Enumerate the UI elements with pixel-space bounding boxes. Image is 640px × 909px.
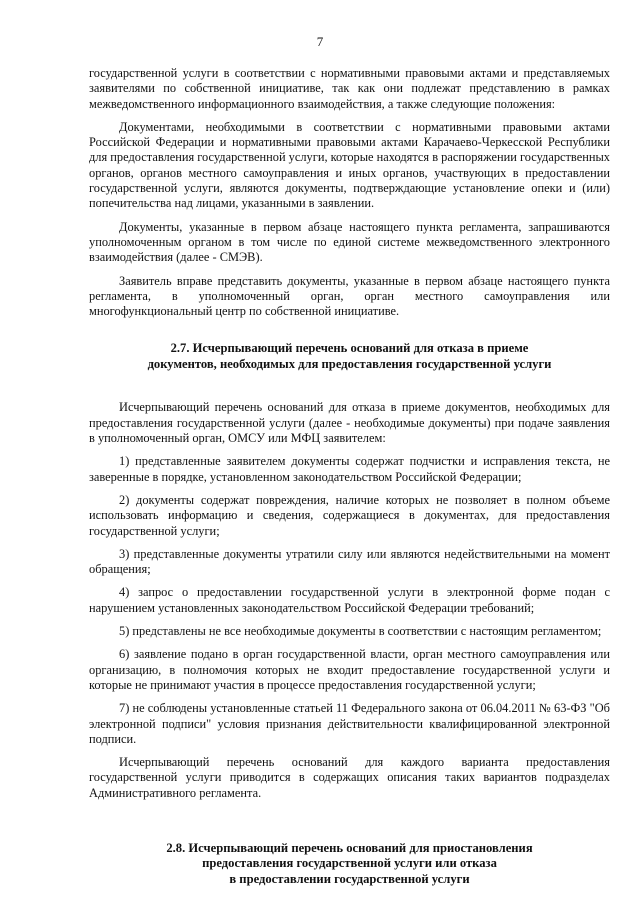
page-number: 7	[316, 34, 324, 49]
section-heading-2-8	[89, 841, 610, 888]
list-item-refusal-7: 7) не соблюдены установленные статьей 11 Федерального закона от 06.04.2011 № 63-ФЗ "Об электронной подписи" условия признания действительности квалифицированной электронной подписи.	[89, 701, 610, 746]
paragraph-continuation: государственной услуги в соответствии с нормативными правовыми актами и представляемых заявителями по собственной инициативе, так как они подлежат представлению в рамках межведомственного информационного взаимодействия, а также следующие положения:	[89, 66, 610, 111]
section-heading-2-7-line1: 2.7. Исчерпывающий перечень оснований для отказа в приеме	[170, 341, 529, 356]
paragraph-refusal-variants: Исчерпывающий перечень оснований для каждого варианта предоставления государственной услуги приводится в содержащих описания таких вариантов подразделах Административного регламента.	[89, 755, 610, 800]
section-heading-2-8-line2: предоставления государственной услуги или отказа	[202, 856, 497, 871]
paragraph-applicant-right: Заявитель вправе представить документы, указанные в первом абзаце настоящего пункта регламента, в уполномоченный орган, орган местного самоуправления или многофункциональный центр по собственной инициативе.	[89, 273, 610, 319]
paragraph-refusal-intro: Исчерпывающий перечень оснований для отказа в приеме документов, необходимых для предоставления государственной услуги (далее - необходимые документы) при подаче заявления в уполномоченный орган, ОМСУ или МФЦ заявителем:	[89, 400, 610, 446]
paragraph-required-documents: Документами, необходимыми в соответствии с нормативными правовыми актами Российской Федерации и нормативными правовыми актами Карачаево-Черкесской Республики для предоставления государственной услуги, которые находятся в распоряжении государственных органов, органов местного самоуправления и иных органов, участвующих в предоставлении государственной услуги, являются документы, подтверждающие установление опеки и (или) попечительства над лицами, указанными в заявлении.	[89, 119, 610, 211]
section-heading-2-7	[89, 341, 610, 372]
section-heading-2-8-line1: 2.8. Исчерпывающий перечень оснований для приостановления	[166, 840, 533, 855]
list-item-refusal-5: 5) представлены не все необходимые документы в соответствии с настоящим регламентом;	[119, 624, 602, 639]
list-item-refusal-2: 2) документы содержат повреждения, наличие которых не позволяет в полном объеме использовать информацию и сведения, содержащиеся в документах, для предоставления государственной услуги;	[89, 492, 610, 538]
list-item-refusal-6: 6) заявление подано в орган государственной власти, орган местного самоуправления или организацию, в полномочия которых не входит предоставление государственной услуги и которые не принимают участия в процессе предоставления государственной услуги;	[89, 647, 610, 692]
list-item-refusal-1: 1) представленные заявителем документы содержат подчистки и исправления текста, не заверенные в порядке, установленном законодательством Российской Федерации;	[89, 454, 610, 484]
section-heading-2-8-line3: в предоставлении государственной услуги	[229, 871, 470, 886]
page-body	[89, 66, 610, 887]
list-item-refusal-3: 3) представленные документы утратили силу или являются недействительными на момент обращения;	[89, 546, 610, 577]
paragraph-smev-request: Документы, указанные в первом абзаце настоящего пункта регламента, запрашиваются уполномоченным органом в том числе по единой системе межведомственного электронного взаимодействия (далее - СМЭВ).	[89, 219, 610, 265]
section-heading-2-7-line2: документов, необходимых для предоставления государственной услуги	[147, 356, 552, 371]
list-item-refusal-4: 4) запрос о предоставлении государственной услуги в электронной форме подан с нарушением установленных законодательством Российской Федерации требований;	[89, 585, 610, 615]
